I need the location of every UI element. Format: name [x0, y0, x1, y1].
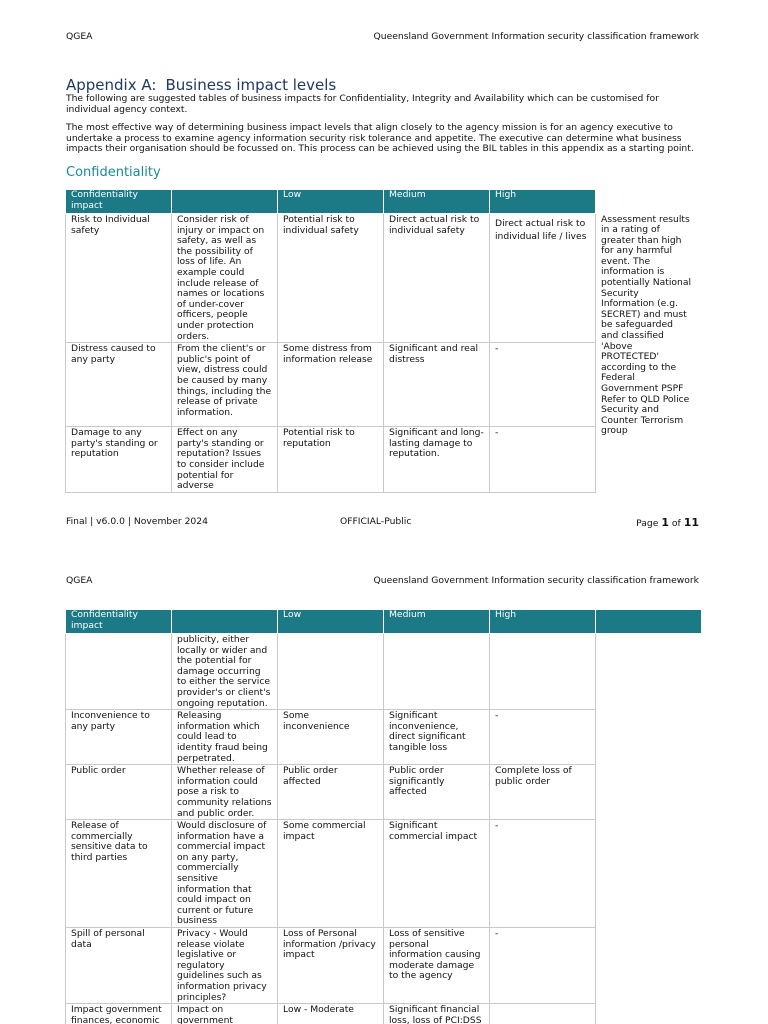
footer-version: Final | v6.0.0 | November 2024	[66, 516, 208, 527]
confidentiality-table	[65, 189, 698, 493]
table-header-row	[66, 190, 698, 214]
low-cell: Potential risk to reputation	[278, 427, 384, 493]
column-header: Low	[278, 610, 384, 634]
high-cell: -	[490, 343, 596, 427]
medium-cell: Significant commercial impact	[384, 820, 490, 928]
impact-cell: Public order	[66, 765, 172, 820]
page-of: of	[671, 518, 681, 529]
description-cell: Would disclosure of information have a commercial impact on any party, commercially sensitive information that could impact on current or future business	[172, 820, 278, 928]
side-column	[596, 634, 702, 1024]
table-header-row	[66, 610, 702, 634]
impact-cell: Distress caused to any party	[66, 343, 172, 427]
high-cell	[490, 634, 596, 710]
impact-cell: Inconvenience to any party	[66, 710, 172, 765]
appendix-label: Appendix A:	[66, 76, 157, 94]
column-header: Medium	[384, 190, 490, 214]
page-current: 1	[661, 516, 669, 529]
header-doc-title: Queensland Government Information security classification framework	[373, 31, 699, 42]
appendix-title	[66, 76, 336, 94]
header-org: QGEA	[66, 575, 93, 586]
section-heading-confidentiality: Confidentiality	[66, 165, 161, 180]
page-header	[66, 31, 699, 42]
impact-cell: Damage to any party's standing or reputation	[66, 427, 172, 493]
footer-page-number	[636, 516, 699, 529]
low-cell	[278, 634, 384, 710]
description-cell: Releasing information which could lead to identity fraud being perpetrated.	[172, 710, 278, 765]
description-cell: publicity, either locally or wider and the potential for damage occurring to either the service provider's or client's ongoing reputation.	[172, 634, 278, 710]
medium-cell: Direct actual risk to individual safety	[384, 214, 490, 343]
column-header: Medium	[384, 610, 490, 634]
table-row	[66, 214, 698, 343]
low-cell: Potential risk to individual safety	[278, 214, 384, 343]
confidentiality-table-continued	[65, 609, 702, 1024]
low-cell: Low - Moderate	[278, 1004, 384, 1024]
high-cell: Complete loss of public order	[490, 765, 596, 820]
appendix-heading: Business impact levels	[165, 76, 337, 94]
impact-cell: Release of commercially sensitive data to third parties	[66, 820, 172, 928]
medium-cell: Significant and real distress	[384, 343, 490, 427]
column-header	[172, 610, 278, 634]
column-header-blank	[596, 190, 698, 214]
greater-than-high-note	[596, 214, 698, 493]
medium-cell: Public order significantly affected	[384, 765, 490, 820]
high-cell: -	[490, 710, 596, 765]
medium-cell: Significant inconvenience, direct significant tangible loss	[384, 710, 490, 765]
high-cell: -	[490, 928, 596, 1004]
description-cell: Privacy - Would release violate legislative or regulatory guidelines such as information privacy principles?	[172, 928, 278, 1004]
column-header: Confidentiality impact	[66, 610, 172, 634]
impact-cell: Spill of personal data	[66, 928, 172, 1004]
intro-paragraph-2: The most effective way of determining business impact levels that align closely to the agency mission is for an agency executive to undertake a process to examine agency information security risk tolerance and appetite. The executive can determine what business impacts their organisation should be focussed on. This process can be achieved using the BIL tables in this appendix as a starting point.	[66, 122, 694, 155]
header-org: QGEA	[66, 31, 93, 42]
low-cell: Loss of Personal information /privacy impact	[278, 928, 384, 1004]
medium-cell: Significant and long-lasting damage to reputation.	[384, 427, 490, 493]
description-cell: Effect on any party's standing or reputation? Issues to consider include potential for adverse	[172, 427, 278, 493]
page-separator	[0, 548, 768, 556]
medium-cell	[384, 634, 490, 710]
page-total: 11	[683, 516, 699, 529]
page-header	[66, 575, 699, 586]
low-cell: Some inconvenience	[278, 710, 384, 765]
description-cell: Whether release of information could pose a risk to community relations and public order.	[172, 765, 278, 820]
footer-classification: OFFICIAL-Public	[340, 516, 412, 527]
impact-cell: Risk to Individual safety	[66, 214, 172, 343]
impact-cell: Impact government finances, economic	[66, 1004, 172, 1024]
high-cell	[490, 1004, 596, 1024]
impact-cell	[66, 634, 172, 710]
description-cell: From the client's or public's point of view, distress could be caused by many things, including the release of private information.	[172, 343, 278, 427]
medium-cell: Loss of sensitive personal information causing moderate damage to the agency	[384, 928, 490, 1004]
low-cell: Public order affected	[278, 765, 384, 820]
high-cell: Direct actual risk to individual life / lives	[490, 214, 596, 343]
side-note-text: Assessment results in a rating of greater than high for any harmful event. The information is potentially National Security Information (e.g. SECRET) and must be safeguarded and classified 'Above PROTECTED' according to the Federal Government PSPF Refer to QLD Police Security and Counter Terrorism group	[601, 213, 692, 437]
column-header: High	[490, 610, 596, 634]
column-header: Low	[278, 190, 384, 214]
high-cell: -	[490, 427, 596, 493]
column-header-blank	[596, 610, 702, 634]
intro-paragraph-1: The following are suggested tables of business impacts for Confidentiality, Integrity and Availability which can be customised for individual agency context.	[66, 93, 659, 115]
column-header: High	[490, 190, 596, 214]
column-header: Confidentiality impact	[66, 190, 172, 214]
description-cell: Consider risk of injury or impact on safety, as well as the possibility of loss of life. An example could include release of names or locations of under-cover officers, people under protection orders.	[172, 214, 278, 343]
header-doc-title: Queensland Government Information security classification framework	[373, 575, 699, 586]
page-word: Page	[636, 518, 659, 529]
medium-cell: Significant financial loss, loss of PCI:DSS	[384, 1004, 490, 1024]
low-cell: Some commercial impact	[278, 820, 384, 928]
high-cell: -	[490, 820, 596, 928]
description-cell: Impact on government	[172, 1004, 278, 1024]
table-row	[66, 634, 702, 710]
column-header	[172, 190, 278, 214]
low-cell: Some distress from information release	[278, 343, 384, 427]
